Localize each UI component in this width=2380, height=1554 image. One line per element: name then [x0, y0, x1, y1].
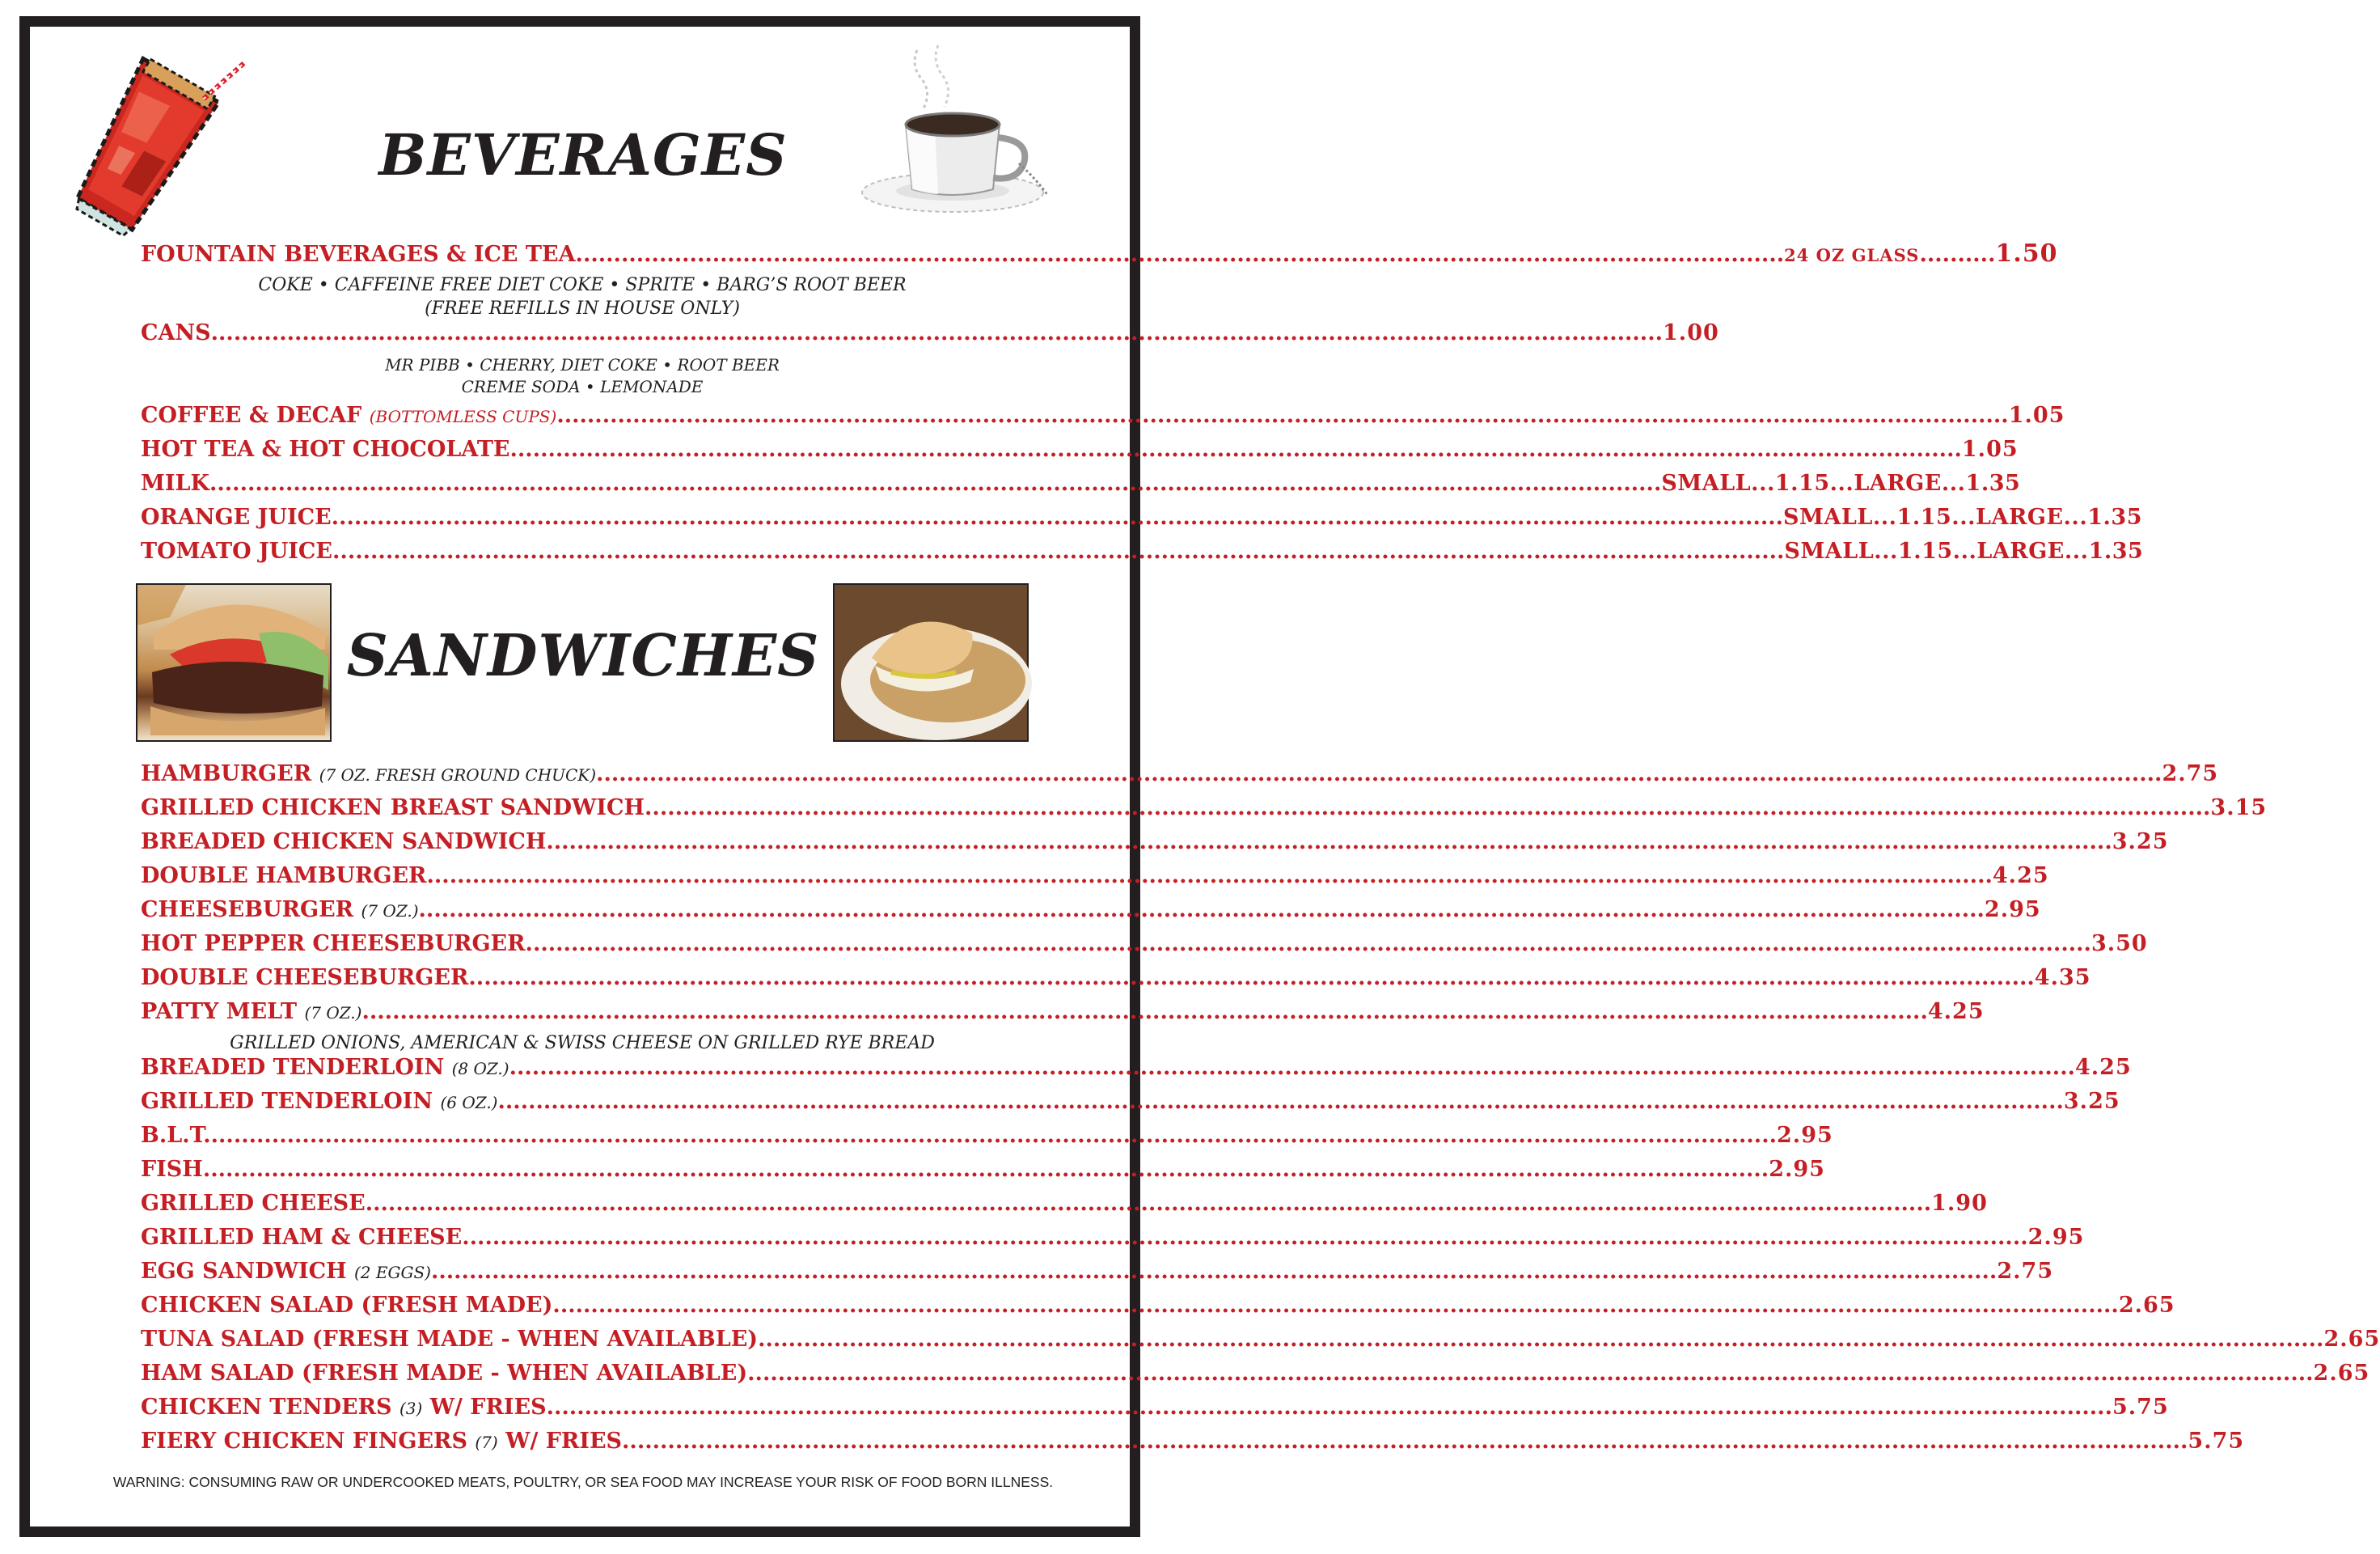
item-price: 3.25: [2063, 1089, 2120, 1114]
dot-leader: ...............................................................................................................................................................................................: [556, 403, 2009, 428]
sandwiches-title: SANDWICHES: [346, 621, 820, 689]
dot-leader: ..............................................................................................................................................................................................................: [210, 1123, 1778, 1148]
item-name: GRILLED TENDERLOIN: [141, 1089, 433, 1114]
item-name: CHEESEBURGER: [141, 897, 354, 922]
item-detail: (8 OZ.): [451, 1059, 509, 1078]
menu-item-double-cheeseburger: [141, 965, 2091, 999]
item-name: TOMATO JUICE: [141, 539, 333, 564]
dot-leader: ..............................................................................................................................................................................................................: [546, 1395, 2112, 1420]
item-name: EGG SANDWICH: [141, 1259, 347, 1284]
item-name: BREADED TENDERLOIN: [141, 1055, 445, 1080]
dot-leader: ..............................................................................................................................................................................................................: [552, 1293, 2119, 1318]
item-price: 2.95: [1984, 897, 2041, 922]
item-prices: SMALL...1.15...LARGE...1.35: [1661, 471, 2021, 496]
item-name: BREADED CHICKEN SANDWICH: [141, 829, 547, 854]
item-size: 24 OZ GLASS: [1784, 245, 1920, 265]
item-name: DOUBLE HAMBURGER: [141, 863, 427, 888]
dot-leader: ..............................................................................................................................................................................................................: [622, 1429, 2188, 1454]
item-name: DOUBLE CHEESEBURGER: [141, 965, 469, 990]
item-price: 3.15: [2210, 795, 2268, 820]
dot-leader: ..............................................................................................................................................................................................................: [747, 1361, 2314, 1386]
item-price: 2.95: [2027, 1225, 2085, 1250]
menu-item-fish: [141, 1157, 1825, 1191]
dot-leader: ...............................................................................................................................................................................................: [209, 471, 1662, 496]
item-name: CHICKEN SALAD (FRESH MADE): [141, 1293, 553, 1318]
dot-leader: ..............................................................................................................................................................................................................: [525, 931, 2091, 956]
menu-item-hot-tea: [141, 437, 2019, 471]
item-prices: SMALL...1.15...LARGE...1.35: [1783, 505, 2142, 530]
item-price: 4.25: [1992, 863, 2049, 888]
menu-item-fiery-chicken-fingers: [141, 1429, 2245, 1463]
item-price: 3.50: [2090, 931, 2148, 956]
item-note: GRILLED ONIONS, AMERICAN & SWISS CHEESE ON GRILLED RYE BREAD: [230, 1033, 935, 1053]
dot-leader: ..............................................................................................................................................................................................................: [430, 1259, 1997, 1284]
item-name: GRILLED CHICKEN BREAST SANDWICH: [141, 795, 645, 820]
item-price: 3.25: [2112, 829, 2169, 854]
item-note: MR PIBB • CHERRY, DIET COKE • ROOT BEER: [385, 355, 780, 375]
item-name: HAMBURGER: [141, 761, 312, 786]
item-price: 1.50: [1995, 239, 2058, 268]
dot-leader: ..............................................................................................................................................................................................................: [202, 1157, 1769, 1182]
dot-leader: ..............................................................................................................................................................................................................: [468, 965, 2035, 990]
item-price: 2.65: [2313, 1361, 2370, 1386]
item-name: B.L.T.: [141, 1123, 211, 1148]
menu-item-hot-pepper-cheeseburger: [141, 931, 2148, 965]
item-name: CANS: [141, 320, 211, 345]
item-price: 2.65: [2323, 1327, 2380, 1352]
menu-item-grilled-ham-cheese: [141, 1225, 2085, 1259]
item-price: 4.25: [2075, 1055, 2132, 1080]
item-price: 5.75: [2112, 1395, 2169, 1420]
dot-leader: ...............................................................................................................................................................................................: [210, 320, 1663, 345]
menu-item-coffee: [141, 403, 2065, 437]
item-detail: (7 OZ. FRESH GROUND CHUCK): [319, 765, 597, 785]
item-suffix: W/ FRIES: [429, 1395, 547, 1420]
menu-item-cans: [141, 320, 1719, 354]
item-name: HOT PEPPER CHEESEBURGER: [141, 931, 526, 956]
menu-item-breaded-chicken-sandwich: [141, 829, 2169, 863]
item-price: 5.75: [2188, 1429, 2245, 1454]
item-name: HAM SALAD (FRESH MADE - WHEN AVAILABLE): [141, 1361, 748, 1386]
item-price: 4.25: [1927, 999, 1985, 1024]
item-price: 1.05: [2008, 403, 2065, 428]
dot-leader: ..............................................................................................................................................................................................................: [462, 1225, 2028, 1250]
item-name: GRILLED HAM & CHEESE: [141, 1225, 463, 1250]
item-name: TUNA SALAD (FRESH MADE - WHEN AVAILABLE): [141, 1327, 759, 1352]
item-name: PATTY MELT: [141, 999, 298, 1024]
item-note: (FREE REFILLS IN HOUSE ONLY): [425, 299, 740, 319]
item-name: ORANGE JUICE: [141, 505, 332, 530]
dot-leader: ..........: [1919, 242, 1996, 267]
item-count: (3): [399, 1399, 423, 1418]
dot-leader: ..............................................................................................................................................................................................................: [596, 761, 2162, 786]
item-note: COKE • CAFFEINE FREE DIET COKE • SPRITE • BARG’S ROOT BEER: [258, 275, 907, 295]
item-prices: SMALL...1.15...LARGE...1.35: [1784, 539, 2144, 564]
beverages-menu: [141, 239, 2144, 573]
menu-item-orange-juice: [141, 505, 2142, 539]
food-safety-warning: WARNING: CONSUMING RAW OR UNDERCOOKED MEATS, POULTRY, OR SEA FOOD MAY INCREASE YOUR RISK OF FOOD BORN ILLNESS.: [112, 1474, 1054, 1490]
item-count: (7): [475, 1433, 498, 1452]
item-detail: (2 EGGS): [354, 1263, 431, 1282]
menu-item-tuna-salad-fresh-made-when-available: [141, 1327, 2380, 1361]
dot-leader: ..............................................................................................................................................................................................................: [758, 1327, 2324, 1352]
menu-item-double-hamburger: [141, 863, 2049, 897]
menu-item-grilled-cheese: [141, 1191, 1988, 1225]
item-name: GRILLED CHEESE: [141, 1191, 366, 1216]
sandwiches-menu: [141, 761, 2380, 1463]
dot-leader: ...............................................................................................................................................................................................: [509, 437, 1962, 462]
item-detail: (7 OZ.): [361, 901, 419, 921]
item-note: CREME SODA • LEMONADE: [461, 377, 704, 396]
menu-item-cheeseburger: [141, 897, 2041, 931]
dot-leader: ..............................................................................................................................................................................................................: [497, 1089, 2064, 1114]
menu-item-chicken-tenders: [141, 1395, 2169, 1429]
menu-item-ham-salad-fresh-made-when-available: [141, 1361, 2370, 1395]
dot-leader: ..............................................................................................................................................................................................................: [365, 1191, 1932, 1216]
item-name: COFFEE & DECAF: [141, 403, 362, 428]
menu-item-grilled-tenderloin: [141, 1089, 2120, 1123]
dot-leader: ..............................................................................................................................................................................................................: [509, 1055, 2075, 1080]
item-suffix: W/ FRIES: [505, 1429, 623, 1454]
item-price: 4.35: [2034, 965, 2091, 990]
item-name: FISH: [141, 1157, 203, 1182]
item-price: 1.00: [1663, 320, 1719, 345]
item-detail: (6 OZ.): [440, 1093, 498, 1112]
item-name: CHICKEN TENDERS: [141, 1395, 392, 1420]
dot-leader: ..............................................................................................................................................................................................................: [426, 863, 1993, 888]
item-name: FOUNTAIN BEVERAGES & ICE TEA: [141, 242, 576, 267]
item-price: 2.95: [1777, 1123, 1833, 1148]
dot-leader: ...............................................................................................................................................................: [575, 242, 1785, 267]
menu-item-tomato-juice: [141, 539, 2144, 573]
item-detail: (7 OZ.): [304, 1003, 362, 1023]
item-price: 2.95: [1769, 1157, 1825, 1182]
dot-leader: ..............................................................................................................................................................................................................: [361, 999, 1928, 1024]
dot-leader: ..............................................................................................................................................................................................................: [418, 897, 1985, 922]
dot-leader: ...............................................................................................................................................................................................: [332, 539, 1785, 564]
item-name: FIERY CHICKEN FINGERS: [141, 1429, 467, 1454]
menu-item-breaded-tenderloin: [141, 1055, 2132, 1089]
dot-leader: ...............................................................................................................................................................................................: [331, 505, 1784, 530]
menu-item-fountain: [141, 239, 2058, 273]
item-price: 2.75: [1997, 1259, 2054, 1284]
menu-item-chicken-salad-fresh-made: [141, 1293, 2175, 1327]
beverages-title: BEVERAGES: [378, 121, 788, 188]
menu-item-b-l-t: [141, 1123, 1833, 1157]
menu-item-milk: [141, 471, 2021, 505]
item-price: 1.05: [1961, 437, 2019, 462]
item-price: 2.65: [2118, 1293, 2175, 1318]
menu-item-egg-sandwich: [141, 1259, 2054, 1293]
item-name: MILK: [141, 471, 209, 496]
menu-item-grilled-chicken-breast-sandwich: [141, 795, 2268, 829]
dot-leader: ..............................................................................................................................................................................................................: [645, 795, 2211, 820]
item-name: HOT TEA & HOT CHOCOLATE: [141, 437, 510, 462]
dot-leader: ..............................................................................................................................................................................................................: [546, 829, 2112, 854]
item-price: 2.75: [2162, 761, 2219, 786]
menu-item-hamburger: [141, 761, 2219, 795]
item-price: 1.90: [1931, 1191, 1988, 1216]
item-detail: (BOTTOMLESS CUPS): [369, 407, 557, 426]
menu-item-patty-melt: [141, 999, 1985, 1033]
